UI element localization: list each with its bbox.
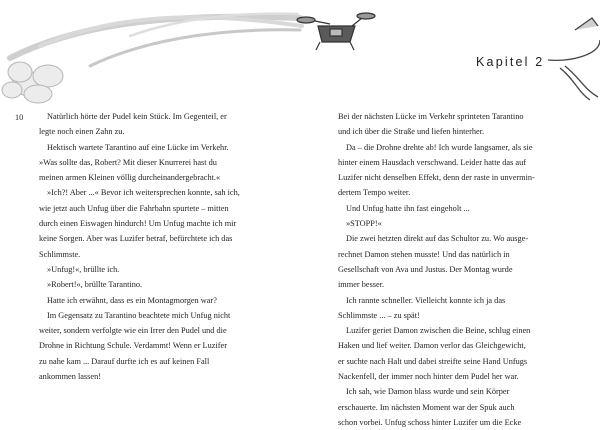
text-line: Schlimmste.	[39, 249, 81, 259]
text-line: dertem Tempo weiter.	[338, 188, 411, 198]
text-line: Drohne in Richtung Schule. Verdammt! Wenn er Luzifer	[39, 341, 227, 351]
left-page-text	[39, 109, 279, 384]
text-line: Nackenfell, der immer noch hinter dem Pudel her war.	[338, 372, 519, 382]
text-line: und ich über die Straße und liefen hinterher.	[338, 127, 485, 137]
page-number: 10	[15, 113, 24, 122]
text-line: hinter einem Hausdach verschwand. Leider hatte das auf	[338, 157, 526, 167]
text-line: »Was sollte das, Robert? Mit dieser Knurrerei hast du	[39, 157, 217, 167]
text-line: Luzifer geriet Damon zwischen die Beine, schlug einen	[346, 326, 531, 336]
text-line: Und Unfug hatte ihn fast eingeholt ...	[346, 203, 470, 213]
text-line: zu nahe kam ... Darauf durfte ich es auf keinen Fall	[39, 356, 210, 366]
text-line: weiter, sondern verfolgte wie ein Irrer den Pudel und die	[39, 326, 227, 336]
text-line: meinen armen Kleinen völlig durcheinandergebracht.«	[39, 173, 221, 183]
text-line: »Ich?! Aber ...« Bevor ich weitersprechen konnte, sah ich,	[47, 188, 240, 198]
smoke-cloud-icon	[2, 62, 63, 103]
text-line: durch einen Eiswagen hindurch! Um Unfug machte ich mir	[39, 219, 237, 229]
text-line: erschauerte. Im nächsten Moment war der Spuk auch	[338, 402, 515, 412]
text-line: Haken und lief weiter. Damon verlor das Gleichgewicht,	[338, 341, 526, 351]
text-line: schon vorbei. Unfug schoss hinter Luzifer um die Ecke	[338, 417, 522, 427]
text-line: Natürlich hörte der Pudel kein Stück. Im Gegenteil, er	[47, 112, 227, 121]
text-line: rechnet Damon stehen musste! Und das natürlich in	[338, 249, 510, 259]
text-line: ankommen lassen!	[39, 372, 101, 382]
chapter-label: Kapitel 2	[476, 55, 545, 69]
text-line: er suchte nach Halt und dabei streifte seine Hand Unfugs	[338, 356, 528, 366]
motion-trail-icon	[10, 14, 302, 66]
text-line: Hektisch wartete Tarantino auf eine Lücke im Verkehr.	[47, 142, 229, 152]
text-line: Ich sah, wie Damon blass wurde und sein Körper	[346, 387, 510, 397]
text-line: Gesellschaft von Ava und Justus. Der Montag wurde	[338, 264, 513, 274]
text-line: »STOPP!«	[346, 219, 382, 229]
tentacle-hook-icon	[548, 18, 600, 100]
drone-icon	[297, 13, 375, 50]
header-illustration	[0, 0, 600, 105]
text-line: »Unfug!«, brüllte ich.	[47, 264, 120, 274]
text-line: Bei der nächsten Lücke im Verkehr sprinteten Tarantino	[338, 112, 524, 121]
text-line: Im Gegensatz zu Tarantino beachtete mich Unfug nicht	[47, 310, 231, 320]
text-line: legte noch einen Zahn zu.	[39, 127, 125, 137]
right-page-text	[338, 109, 578, 430]
text-line: Schlimmste ... – zu spät!	[338, 310, 420, 320]
text-line: Luzifer nicht denselben Effekt, denn der raste in unvermin-	[338, 173, 535, 183]
text-line: Da – die Drohne drehte ab! Ich wurde langsamer, als sie	[346, 142, 533, 152]
text-line: keine Sorgen. Aber was Luzifer betraf, befürchtete ich das	[39, 234, 233, 244]
text-line: immer besser.	[338, 280, 385, 290]
text-line: wie jetzt auch Unfug über die Fahrbahn spurtete – mitten	[39, 203, 229, 213]
text-line: Die zwei hetzten direkt auf das Schultor zu. Wo ausge-	[346, 234, 529, 244]
text-line: Hatte ich erwähnt, dass es ein Montagmorgen war?	[47, 295, 217, 305]
text-line: Ich rannte schneller. Vielleicht konnte ich ja das	[346, 295, 506, 305]
text-line: »Robert!«, brüllte Tarantino.	[47, 280, 143, 290]
